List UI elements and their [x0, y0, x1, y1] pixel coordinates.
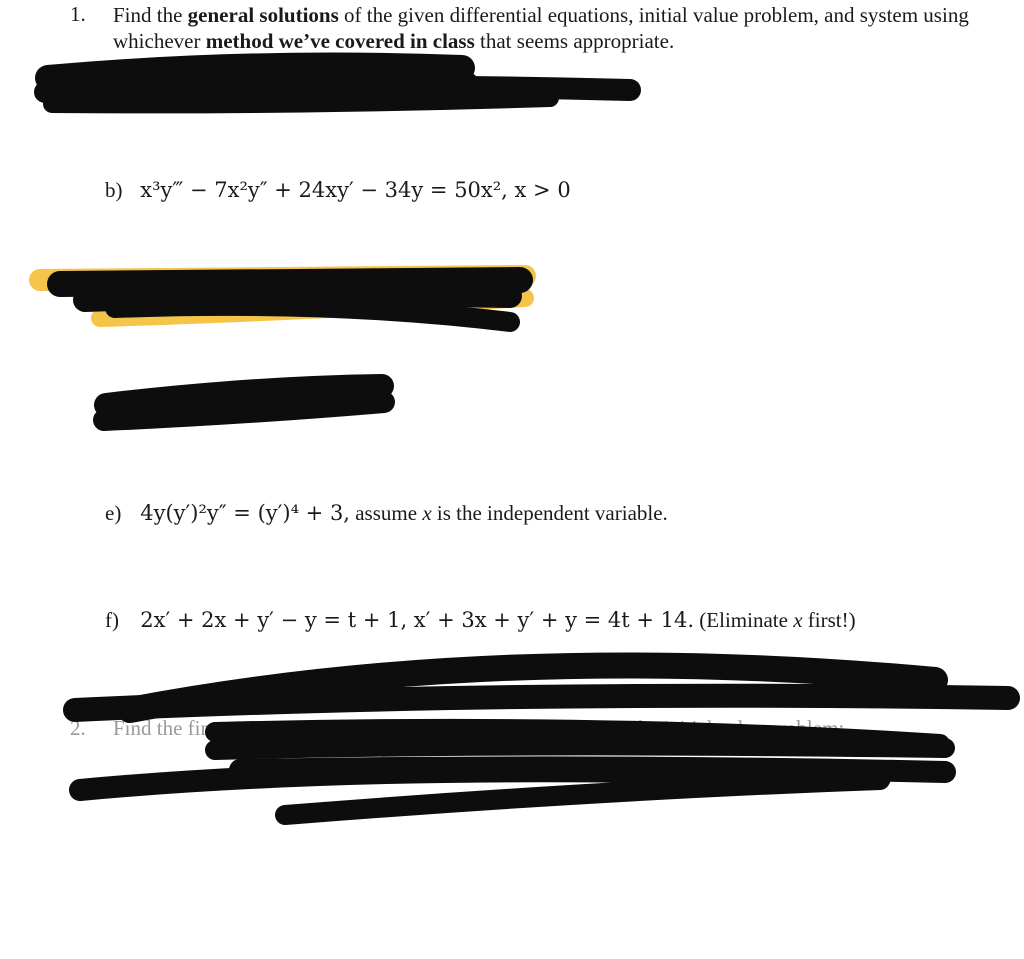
- problem-f-equation: 2x′ + 2x + y′ − y = t + 1, x′ + 3x + y′ + y = 4t + 14.: [140, 608, 695, 632]
- instructions-bold-method: method we’ve covered in class: [205, 29, 475, 53]
- problem-b-equation: x³y‴ − 7x²y″ + 24xy′ − 34y = 50x², x > 0: [140, 178, 571, 202]
- redaction-scribble-c: [40, 276, 525, 322]
- question-2-instructions: Find the first six non-zero terms of a Taylor series solution to the initial value problem:: [113, 716, 845, 740]
- problem-f-label: f): [105, 608, 119, 632]
- redaction-scribble-a: [45, 66, 630, 105]
- instructions-tail: that seems appropriate.: [474, 29, 675, 53]
- instructions-middle: of the given differential equations, initial value problem, and system using whichever: [113, 3, 969, 53]
- problem-e-equation: 4y(y′)²y″ = (y′)⁴ + 3,: [140, 501, 350, 525]
- problem-e: [105, 501, 668, 526]
- problem-e-note: assume x is the independent variable.: [355, 501, 668, 525]
- problem-f: [105, 608, 856, 633]
- problem-b: [105, 178, 571, 203]
- question-1-number: 1.: [70, 2, 86, 26]
- problem-e-label: e): [105, 501, 122, 525]
- redaction-scribble-d: [104, 386, 384, 420]
- problem-f-note: (Eliminate x first!): [699, 608, 856, 632]
- question-1-instructions: [113, 2, 993, 54]
- instructions-lead: Find the: [113, 3, 188, 27]
- question-2-number: 2.: [70, 716, 86, 740]
- instructions-bold-general-solutions: general solutions: [187, 3, 339, 27]
- problem-b-label: b): [105, 178, 123, 202]
